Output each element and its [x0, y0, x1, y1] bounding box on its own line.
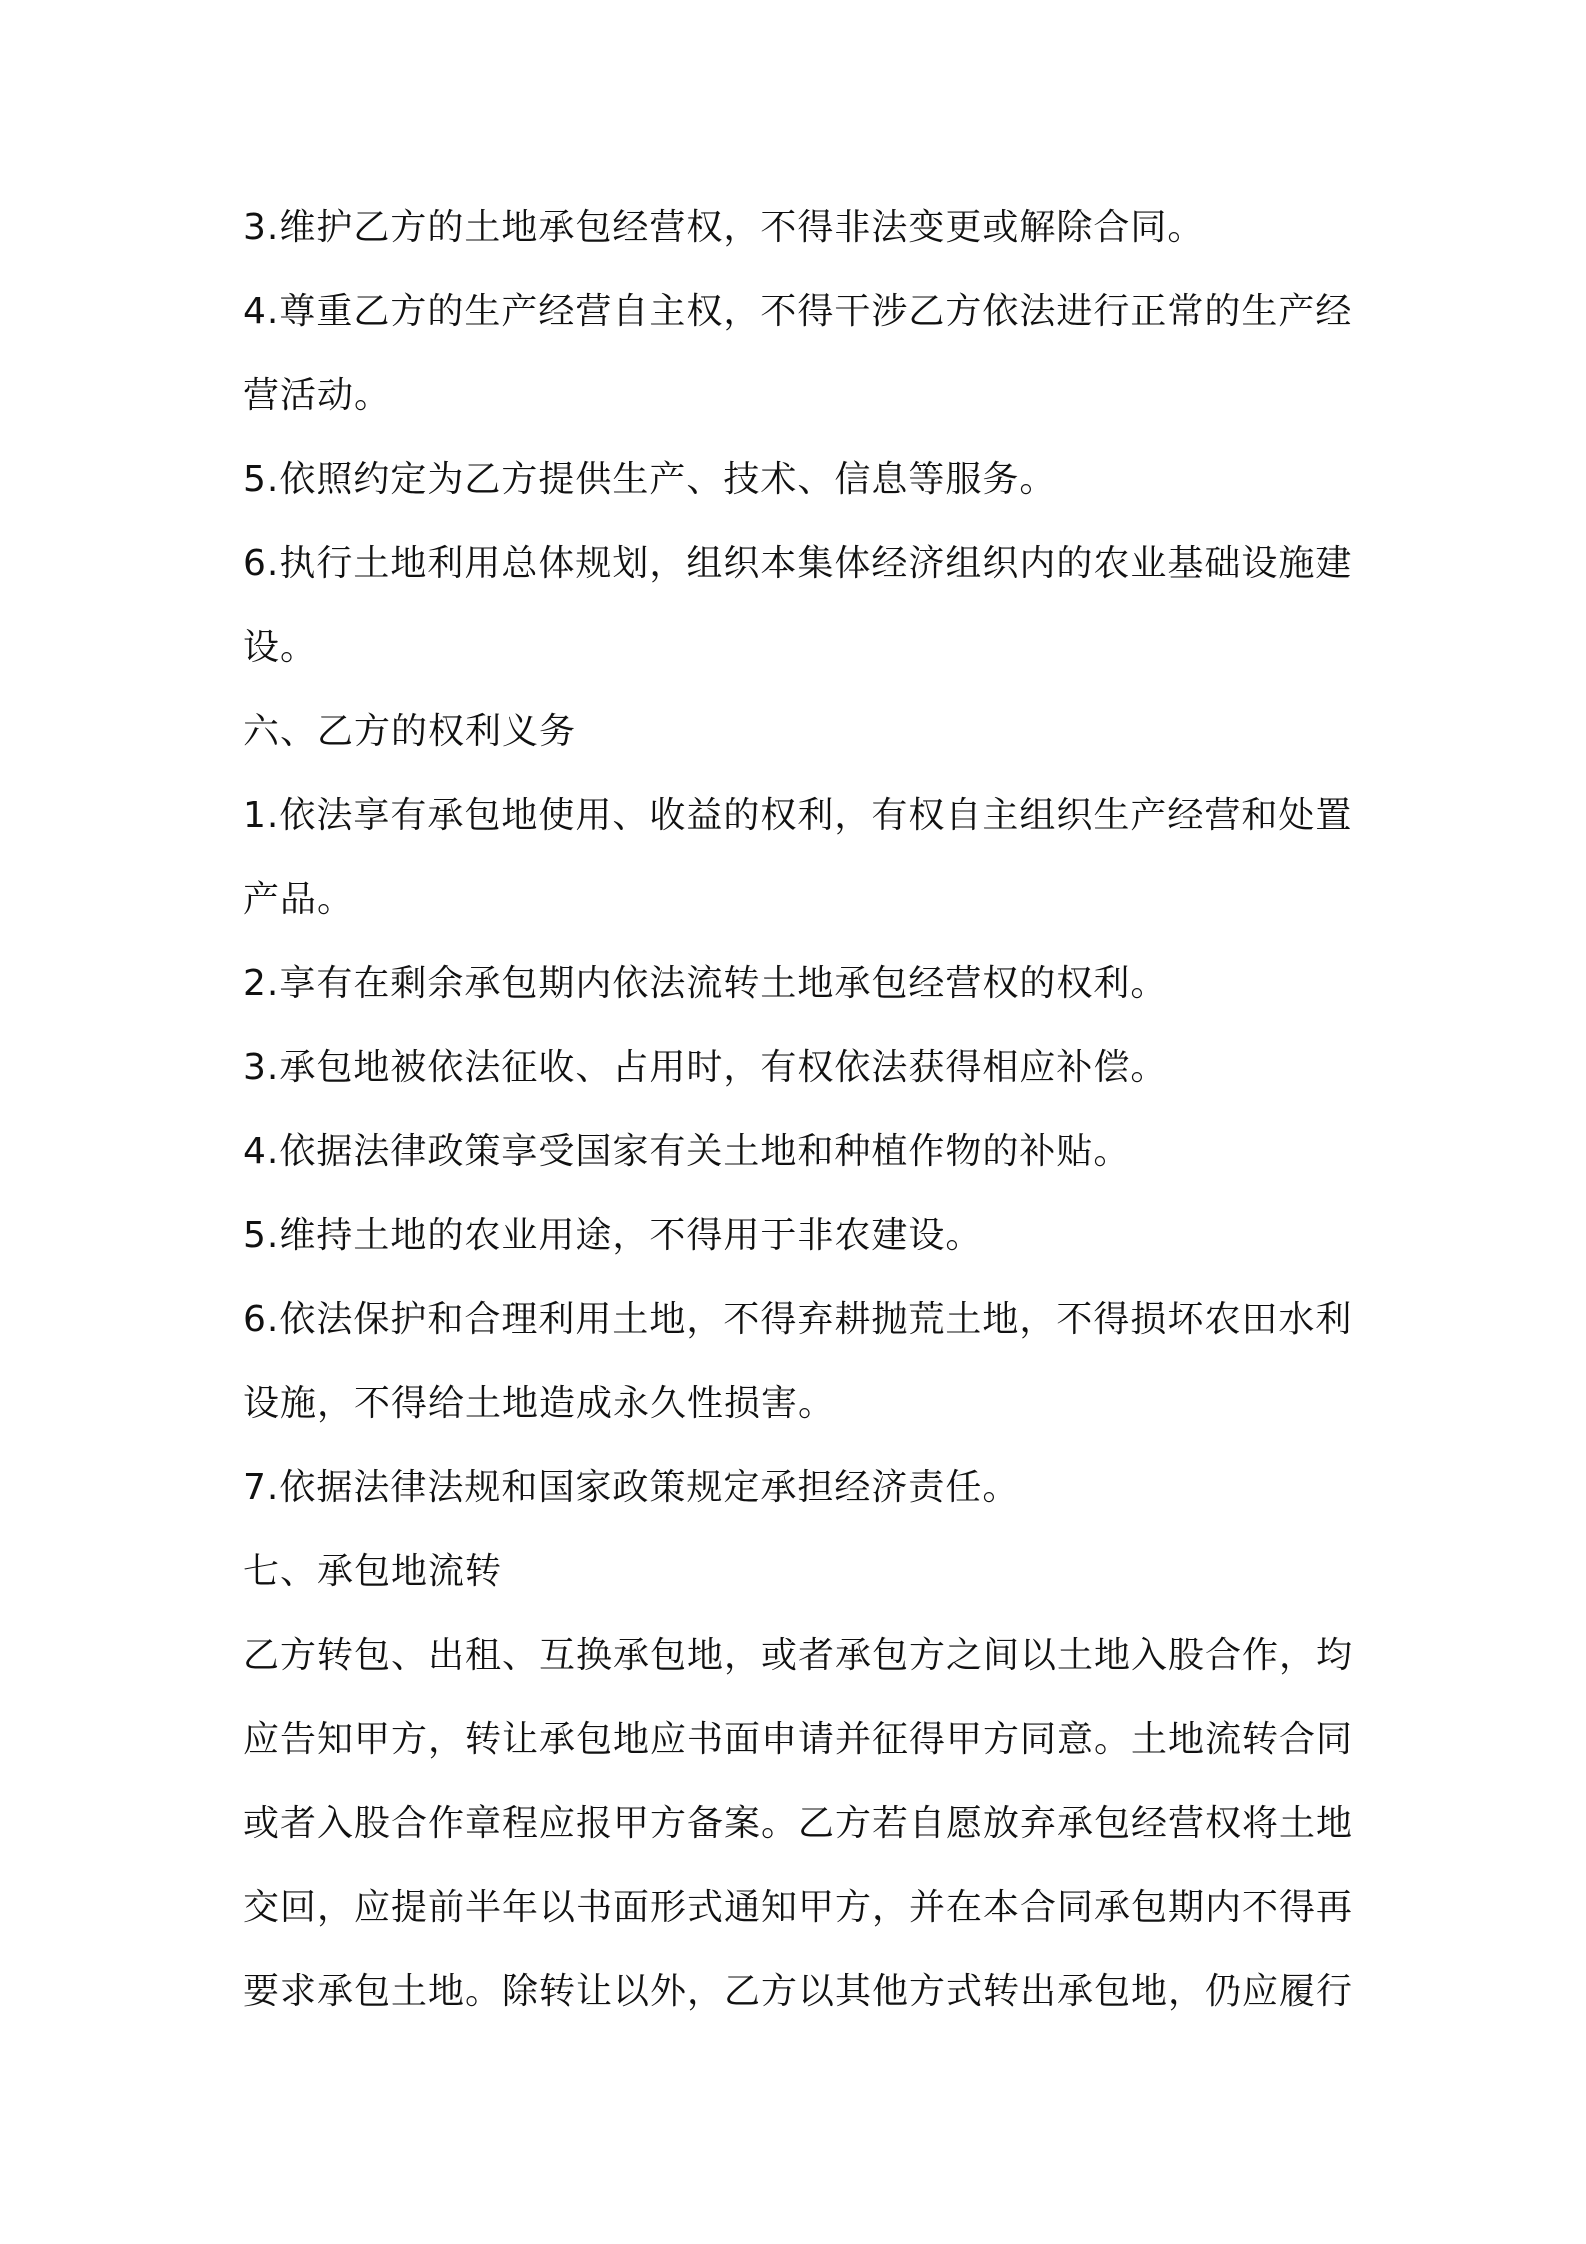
text-line: 4.依据法律政策享受国家有关土地和种植作物的补贴。 [243, 1131, 1131, 1172]
text-line: 5.依照约定为乙方提供生产、技术、信息等服务。 [243, 459, 1057, 500]
text-line: 1.依法享有承包地使用、收益的权利，有权自主组织生产经营和处置 [243, 795, 1353, 836]
text-line: 或者入股合作章程应报甲方备案。乙方若自愿放弃承包经营权将土地 [243, 1803, 1354, 1844]
text-line: 交回，应提前半年以书面形式通知甲方，并在本合同承包期内不得再 [243, 1887, 1354, 1928]
text-line: 应告知甲方，转让承包地应书面申请并征得甲方同意。土地流转合同 [243, 1719, 1354, 1760]
text-line: 设。 [243, 627, 318, 668]
text-line: 2.享有在剩余承包期内依法流转土地承包经营权的权利。 [243, 963, 1168, 1004]
text-line: 6.执行土地利用总体规划，组织本集体经济组织内的农业基础设施建 [243, 543, 1353, 584]
document-body [243, 186, 1363, 2034]
text-line: 6.依法保护和合理利用土地，不得弃耕抛荒土地，不得损坏农田水利 [243, 1299, 1353, 1340]
section-heading: 六、乙方的权利义务 [243, 711, 577, 752]
text-line: 7.依据法律法规和国家政策规定承担经济责任。 [243, 1467, 1020, 1508]
text-line: 营活动。 [243, 375, 392, 416]
text-line: 5.维持土地的农业用途，不得用于非农建设。 [243, 1215, 983, 1256]
text-line: 设施，不得给土地造成永久性损害。 [243, 1383, 836, 1424]
text-line: 3.维护乙方的土地承包经营权，不得非法变更或解除合同。 [243, 207, 1205, 248]
text-line: 3.承包地被依法征收、占用时，有权依法获得相应补偿。 [243, 1047, 1168, 1088]
text-line: 要求承包土地。除转让以外，乙方以其他方式转出承包地，仍应履行 [243, 1971, 1354, 2012]
text-line: 4.尊重乙方的生产经营自主权，不得干涉乙方依法进行正常的生产经 [243, 291, 1353, 332]
text-line: 产品。 [243, 879, 355, 920]
text-line: 乙方转包、出租、互换承包地，或者承包方之间以土地入股合作，均 [243, 1635, 1354, 1676]
section-heading: 七、承包地流转 [243, 1551, 503, 1592]
